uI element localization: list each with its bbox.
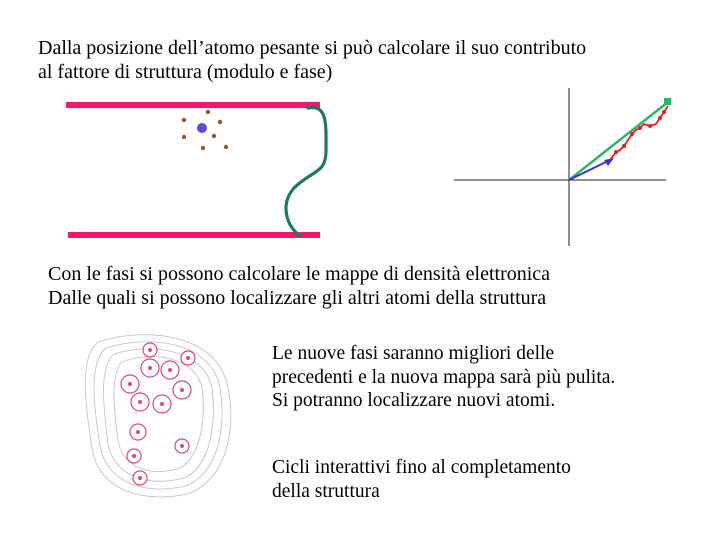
resultant-arrowhead [664,98,671,105]
middle-line-1: Con le fasi si possono calcolare le mappe di densità elettronica [48,263,551,285]
note-text-2 [272,456,571,503]
small-atom [212,134,216,138]
crystal-diagram [60,96,390,246]
small-atom [224,145,228,149]
heavy-atom [197,123,207,133]
atom-cluster [182,110,228,150]
note2-line-2: della struttura [272,480,380,502]
title-line-1: Dalla posizione dell’atomo pesante si può calcolare il suo contributo [38,37,587,59]
bottom-bar [68,232,320,238]
vector-diagram [452,86,692,251]
atom-contributions-chain [610,106,668,160]
note1-line-3: Si potranno localizzare nuovi atomi. [272,390,556,411]
small-atom [201,146,205,150]
middle-text [48,262,550,310]
note1-line-1: Le nuove fasi saranno migliori delle [272,343,555,364]
electron-density-map [78,328,253,503]
note2-line-1: Cicli interattivi fino al completamento [272,457,571,478]
note-text-1 [272,342,615,413]
small-atom [218,120,222,124]
small-atom [182,135,186,139]
heavy-atom-arrowhead [604,158,614,166]
resultant-vector [569,102,668,180]
title-line-2: al fattore di struttura (modulo e fase) [38,61,333,83]
small-atom [206,110,210,114]
title-text [38,36,586,84]
middle-line-2: Dalle quali si possono localizzare gli altri atomi della struttura [48,287,547,309]
note1-line-2: precedenti e la nuova mappa sarà più pulita. [272,366,616,388]
top-bar [66,102,320,108]
small-atom [182,118,186,122]
unit-cell-curve [286,108,326,236]
